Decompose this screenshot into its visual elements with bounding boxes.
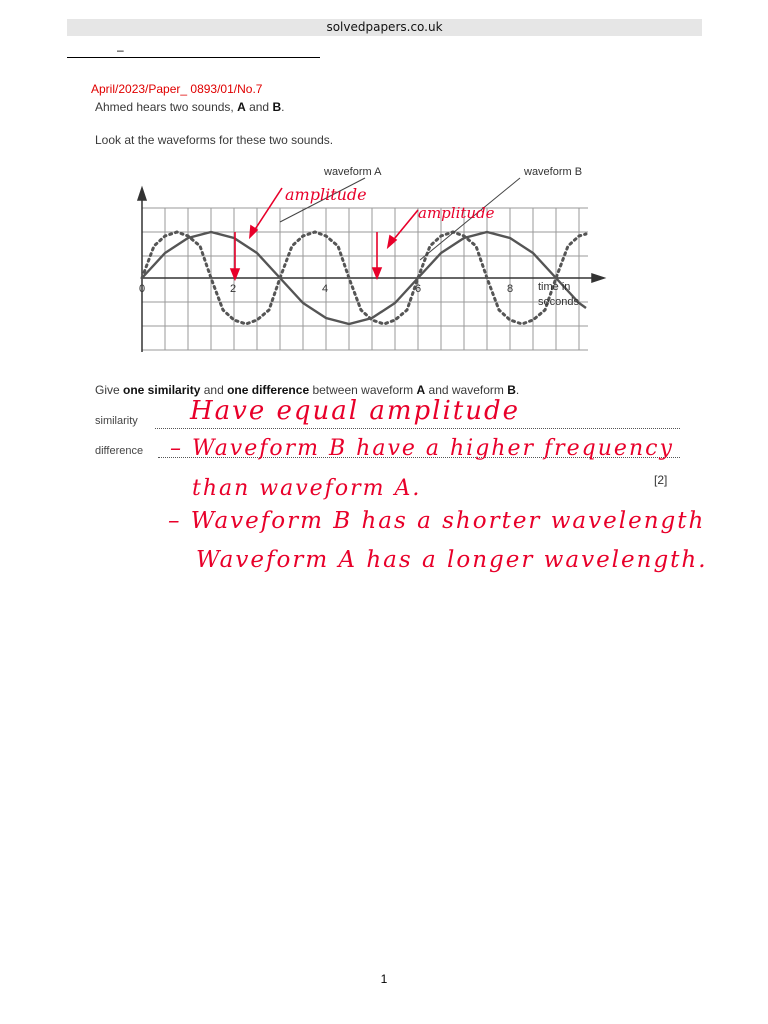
question-intro: Ahmed hears two sounds, A and B. [95,100,285,114]
difference-answer-line2: than waveform A. [192,476,422,501]
header-rule [67,57,320,58]
grid [142,208,588,350]
waveform-figure [120,160,610,355]
amplitude-annotation-1: amplitude [285,185,367,204]
page-number: 1 [380,972,388,986]
difference-label: difference [95,445,144,457]
tick-label-0: 0 [139,283,146,295]
similarity-answer: Have equal amplitude [190,396,521,426]
similarity-answer-line [155,428,680,429]
waveform-b-label: waveform B [524,166,583,178]
tick-label-2: 2 [230,283,237,295]
site-banner: solvedpapers.co.uk [67,19,702,36]
extra-answer-line1: – Waveform B has a shorter wavelength [168,508,706,534]
waveform-a-label: waveform A [324,166,382,178]
question-look: Look at the waveforms for these two sounds. [95,133,334,147]
tick-label-8: 8 [507,283,514,295]
marks-available: [2] [654,473,668,487]
question-prompt: Give one similarity and one difference between waveform A and waveform B. [95,383,520,397]
question-reference: April/2023/Paper_ 0893/01/No.7 [91,82,263,96]
header-dash: – [117,43,124,57]
x-axis-label-line2: seconds [538,296,579,308]
amplitude-annotation-2: amplitude [418,204,495,222]
tick-label-6: 6 [415,283,422,295]
similarity-label: similarity [95,415,138,427]
tick-label-4: 4 [322,283,329,295]
extra-answer-line2: Waveform A has a longer wavelength. [196,547,708,573]
difference-answer-line1: – Waveform B have a higher frequency [170,436,674,461]
x-axis-label-line1: time in [538,281,571,293]
